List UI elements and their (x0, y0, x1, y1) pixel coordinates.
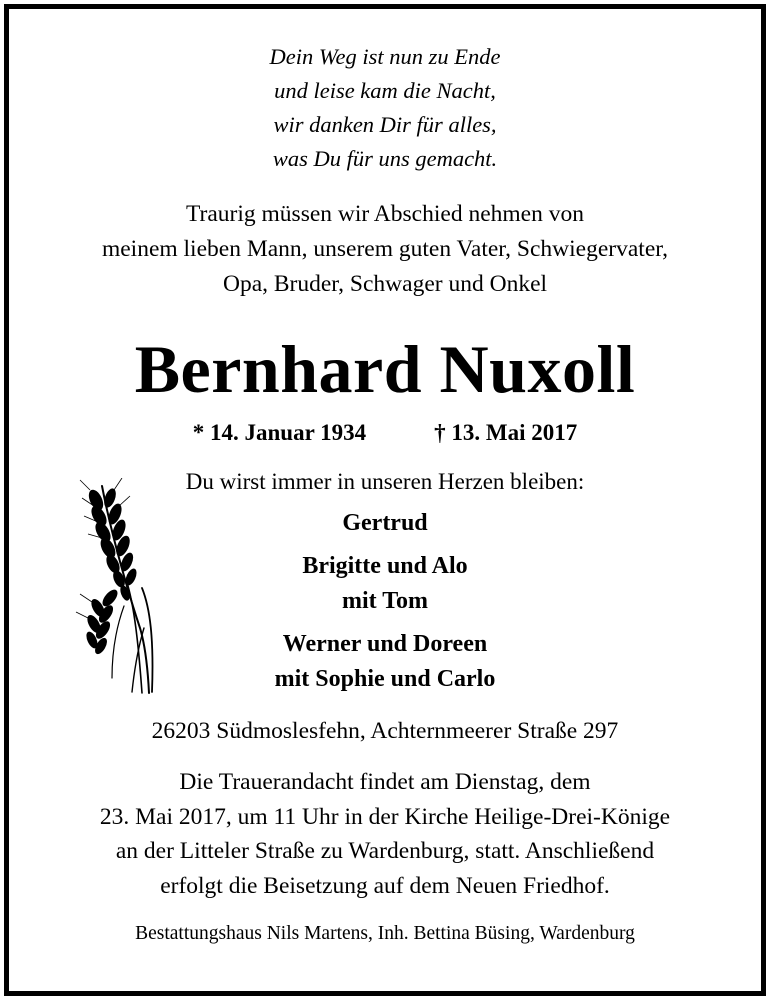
family-member-line: Gertrud (342, 510, 428, 536)
service-line: 23. Mai 2017, um 11 Uhr in der Kirche Heilige-Drei-Könige (99, 803, 671, 830)
funeral-home: Bestattungshaus Nils Martens, Inh. Bettina Büsing, Wardenburg (135, 923, 635, 944)
deceased-name: Bernhard Nuxoll (134, 331, 636, 407)
family-member-line: Brigitte und Alo (302, 553, 468, 579)
poem-line: wir danken Dir für alles, (273, 112, 497, 137)
family-group (0, 506, 770, 541)
service-line: an der Litteler Straße zu Wardenburg, statt. Anschließend (115, 838, 655, 864)
farewell-intro (0, 197, 770, 302)
intro-line: meinem lieben Mann, unserem guten Vater, Schwiegervater, (101, 236, 669, 262)
intro-line: Opa, Bruder, Schwager und Onkel (222, 271, 548, 297)
family-group (0, 627, 770, 697)
poem-line: was Du für uns gemacht. (272, 146, 498, 171)
funeral-service-info (0, 765, 770, 903)
surviving-family (0, 506, 770, 705)
service-line: erfolgt die Beisetzung auf dem Neuen Friedhof. (160, 872, 610, 899)
family-group (0, 549, 770, 619)
poem-line: und leise kam die Nacht, (274, 78, 496, 103)
birth-date: * 14. Januar 1934 (192, 420, 367, 445)
family-member-line: mit Tom (341, 588, 428, 614)
family-member-line: mit Sophie und Carlo (274, 666, 496, 692)
intro-line: Traurig müssen wir Abschied nehmen von (186, 201, 584, 227)
death-date: † 13. Mai 2017 (434, 420, 578, 445)
poem-line: Dein Weg ist nun zu Ende (269, 44, 501, 69)
memorial-poem (0, 40, 770, 176)
service-line: Die Trauerandacht findet am Dienstag, dem (179, 769, 591, 795)
remembrance-line: Du wirst immer in unseren Herzen bleiben: (185, 469, 585, 494)
life-dates (0, 418, 770, 448)
family-member-line: Werner und Doreen (282, 631, 488, 657)
family-address: 26203 Südmoslesfehn, Achternmeerer Straße 297 (151, 718, 619, 744)
